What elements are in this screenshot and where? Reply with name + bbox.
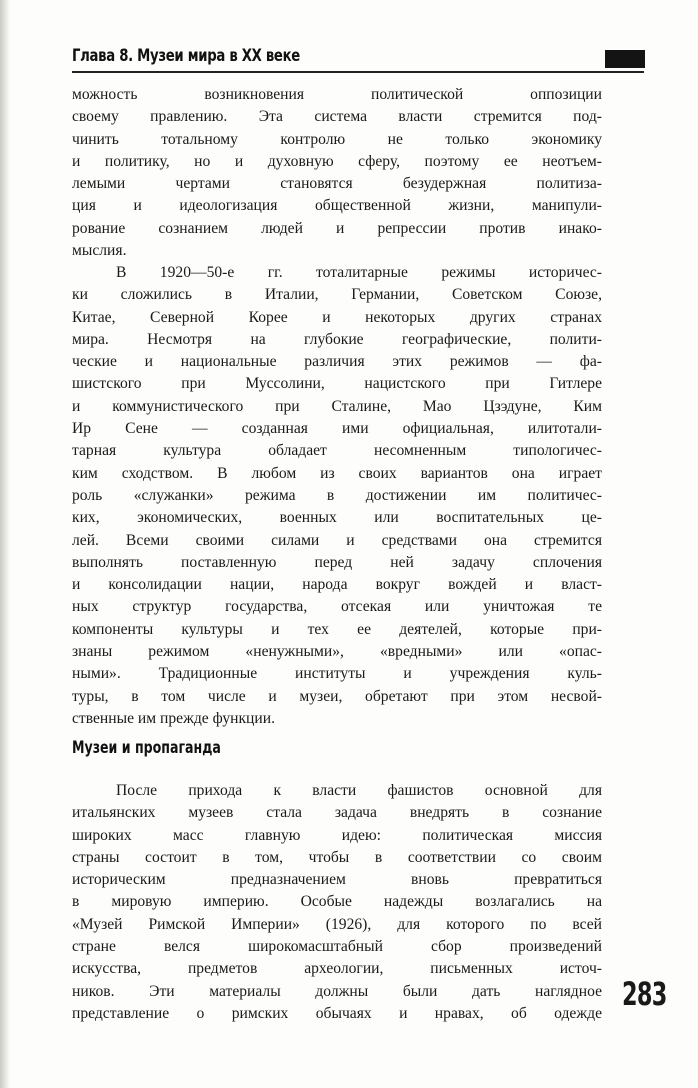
text-line: выполнять поставленную перед ней задачу сплочения	[72, 553, 602, 571]
page-gutter-shadow	[0, 0, 10, 1088]
text-line: своему правлению. Эта система власти стремится под-	[72, 108, 602, 126]
text-line: искусства, предметов археологии, письменных источ-	[72, 960, 602, 978]
text-line: лемыми чертами становятся безудержная политиза-	[72, 175, 602, 193]
text-line: можность возникновения политической оппозиции	[72, 86, 602, 103]
text-line: страны состоит в том, чтобы в соответствии со своим	[72, 848, 602, 866]
text-line: и политику, но и духовную сферу, поэтому ее неотъем-	[72, 152, 602, 170]
text-line: После прихода к власти фашистов основной для	[116, 782, 602, 799]
text-line: лей. Всеми своими силами и средствами она стремится	[72, 531, 602, 549]
text-line: мыслия.	[72, 242, 127, 260]
text-line: и консолидации нации, народа вокруг вождей и власт-	[72, 576, 602, 594]
header-marker-block	[605, 50, 645, 68]
text-line: ными». Традиционные институты и учреждения куль-	[72, 665, 602, 683]
paragraph-1	[72, 84, 602, 262]
text-line: и коммунистического при Сталине, Мао Цзэдуне, Ким	[72, 397, 602, 415]
text-line: туры, в том числе и музеи, обретают при этом несвой-	[72, 687, 602, 705]
text-line: стране велся широкомасштабный сбор произведений	[72, 938, 602, 956]
text-line: В 1920—50-е гг. тоталитарные режимы историчес-	[116, 264, 602, 281]
text-line: ческие и национальные различия этих режимов — фа-	[72, 353, 602, 371]
text-line: «Музей Римской Империи» (1926), для которого по всей	[72, 915, 602, 933]
text-line: чинить тотальному контролю не только экономику	[72, 130, 602, 148]
text-line: представление о римских обычаях и нравах, об одежде	[72, 1004, 602, 1022]
text-line: широких масс главную идею: политическая миссия	[72, 826, 602, 844]
text-line: шистского при Муссолини, нацистского при Гитлере	[72, 375, 602, 393]
paragraph-2	[72, 262, 602, 730]
header-rule	[72, 71, 644, 73]
text-line: ки сложились в Италии, Германии, Советском Союзе,	[72, 286, 602, 304]
paragraph-3	[72, 780, 602, 1025]
text-line: ных структур государства, отсекая или уничтожая те	[72, 598, 602, 616]
text-line: мира. Несмотря на глубокие географические, полити-	[72, 330, 602, 348]
text-line: ким сходством. В любом из своих вариантов она играет	[72, 464, 602, 482]
text-line: тарная культура обладает несомненным типологичес-	[72, 442, 602, 460]
section-heading: Музеи и пропаганда	[72, 738, 221, 758]
page-number: 283	[622, 975, 667, 1013]
text-line: ция и идеологизация общественной жизни, манипули-	[72, 197, 602, 215]
text-line: компоненты культуры и тех ее деятелей, которые при-	[72, 620, 602, 638]
text-line: ственные им прежде функции.	[72, 709, 275, 727]
text-line: ких, экономических, военных или воспитательных це-	[72, 509, 602, 527]
text-line: итальянских музеев стала задача внедрять в сознание	[72, 804, 602, 822]
text-line: историческим предназначением вновь превратиться	[72, 871, 602, 889]
running-header	[72, 42, 644, 72]
text-line: Китае, Северной Корее и некоторых других странах	[72, 308, 602, 326]
text-line: ников. Эти материалы должны были дать наглядное	[72, 982, 602, 1000]
text-line: роль «служанки» режима в достижении им политичес-	[72, 486, 602, 504]
text-line: знаны режимом «ненужными», «вредными» или «опас-	[72, 643, 602, 661]
text-line: в мировую империю. Особые надежды возлагались на	[72, 893, 602, 911]
text-line: Ир Сене — созданная ими официальная, илитотали-	[72, 420, 602, 438]
chapter-title: Глава 8. Музеи мира в XX веке	[72, 46, 300, 66]
text-line: рование сознанием людей и репрессии против инако-	[72, 219, 602, 237]
